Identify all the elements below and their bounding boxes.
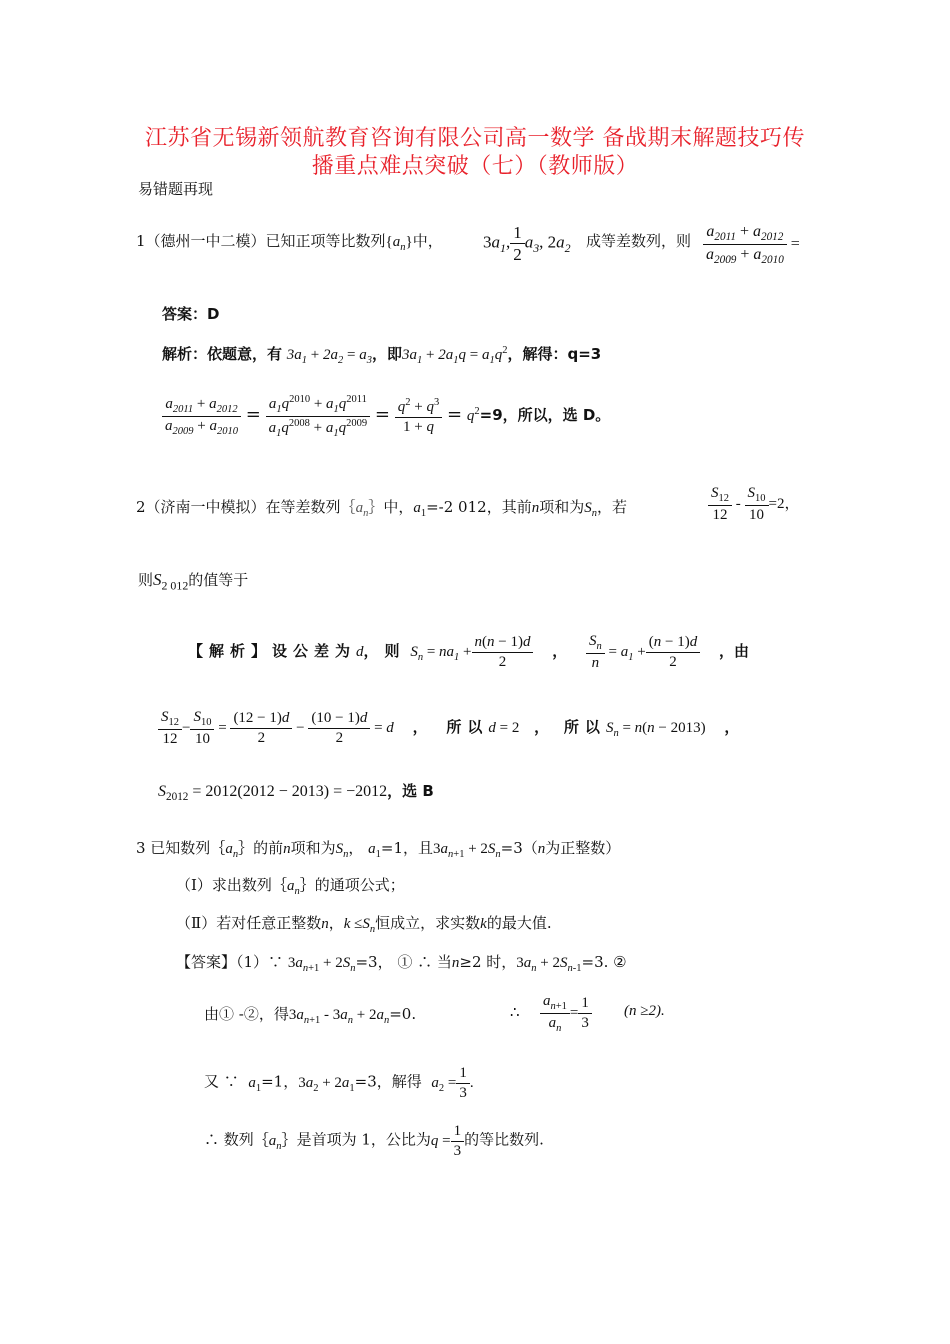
q2-final-tail: ，选 B [387,782,434,800]
q3-answer-line1: 【答案】（1）∵ $3a_{n+1} + 2S_n=3$， ① ∴ 当n≥2 时，$3a_n + 2S_{n-1}=3$. ② [176,953,627,974]
q3-part1: （Ⅰ）求出数列$\{a_n\}$的通项公式； [176,876,405,897]
q2-xianghe: 项和为 [539,498,585,516]
q3-part2-b: ， [328,914,344,932]
q2-zhong: 中， [383,498,414,516]
q2-qian: ，其前 [486,498,532,516]
q1-jiede: ，解得：q=3 [507,345,602,363]
q3-a1eq: =1，且 [380,839,434,857]
q3-zhengzhengshu: 为正整数） [545,839,621,857]
q3-part2-c: 恒成立，求实数 [375,914,481,932]
q3-part2-a: （Ⅱ）若对任意正整数 [176,914,322,932]
q3-xianghe: 项和为 [290,839,336,857]
q3-again-a: 又 ∵ [204,1072,239,1091]
q2-analysis-line2: $\frac{S_{12}}{12}$ − $\frac{S_{10}}{10}$ = $\frac{(12 - 1)d}{2}$ − $\frac{(10 - 1)d}{2}$ = d ， 所以d = 2 ， 所以$S_n = n(n - 2013)$ ， [158,708,739,749]
q3-part1-b: 的通项公式； [314,876,405,894]
q2-eq2: =2， [768,495,800,512]
q3-answer-line3: 又 ∵ $a_1=1$，$3a_2 + 2a_1=3$，解得 $a_2$ = $\frac{1}{3}$ . [204,1065,474,1101]
q1-answer: 答案：D [162,305,220,323]
q2-jiexi: 【解析】设公差为 [188,641,357,660]
q3-conclude-a: ∴ 数列 [204,1130,254,1149]
q2-comma4: ， [724,717,740,736]
q3-cond: (n ≥2). [624,1003,665,1019]
q1-zhong: 中， [412,232,443,250]
q1-ratio: $\frac{a_{2011} + a_{2012}}{a_{2009} + a_{2010}}$ = [703,222,800,267]
q1-seq: $\{a_n\}$ [385,234,413,253]
q2-ze: 则 [138,571,154,589]
q3-prefix: 3 已知数列 [136,839,211,857]
q2-ask: 则$S_{2 012}$的值等于 [138,570,249,593]
q2-ruo: ，若 [596,498,627,516]
q1-derivation: $\frac{a_{2011} + a_{2012}}{a_{2009} + a_{2010}}$ = $\frac{a_1q^{2010} + a_1q^{2011}}{a_1q^{2008} + a_1q^{2009}}$ = $\frac{q^2 + q^3}{1 + q}$ = $q^2=9$，所以，选 D。 [162,393,610,440]
q2-suoyi2: 所以 [563,717,606,736]
q3-eq3: =3（ [500,839,538,857]
q3-you-b: =0. [389,1005,417,1023]
q1-terms: $3a_1$, $\frac{1}{2}$ $a_3$, $2a_2$ [483,223,571,265]
q3-ratio: $\frac{a_{n+1}}{a_n}$ = $\frac{1}{3}$ [540,992,592,1035]
q1-statement [136,230,443,253]
q2-comma1: ， [552,641,568,660]
doc-title-line2: 播重点难点突破（七）（教师版） [311,154,639,179]
q2-analysis-line1: 【解析】设公差为d，则 $S_n = na_1$ + $\frac{n(n - 1)d}{2}$ ， $\frac{S_n}{n}$ = $a_1$ + $\frac{(n - 1)d}{2}$ ，由 [188,633,749,672]
q2-ze2: ，则 [363,641,406,660]
q3-ans-geq: ≥2 时， [459,953,517,971]
q3-qian: 的前 [253,839,284,857]
q3-conclude-b: 是首项为 1，公比为 [296,1130,431,1149]
q3-conclude-c: 的等比数列. [464,1130,544,1149]
q2-suoyi1: 所以 [446,717,489,736]
q2-comma3: ， [534,717,550,736]
q3-statement: 3 已知数列$\{a_n\}$的前n项和为$S_n$， $a_1=1$，且$3a_{n+1} + 2S_n=3(n$为正整数） [136,839,621,860]
q1-result: =9，所以，选 D。 [479,406,611,425]
q3-you-a: 由① -②，得 [204,1005,289,1023]
doc-title-line1: 江苏省无锡新领航教育咨询有限公司高一数学 备战期末解题技巧传 [145,126,805,151]
q3-answer-line2: 由① -②，得$3a_{n+1} - 3a_n + 2a_n=0$. [204,1005,417,1026]
q3-again-b: =1， [261,1072,299,1091]
q1-analysis: 解析：依题意，有 $3a_1 + 2a_2 = a_3$，即$3a_1 + 2a_1q = a_1q^2$，解得：q=3 [162,345,602,366]
q3-part2-d: 的最大值. [486,914,552,932]
q3-again-c: =3，解得 [354,1072,422,1091]
q3-ans-eq1: =3， ① ∴ 当 [355,953,452,971]
q3-answer-line4: ∴ 数列$\{a_n\}$是首项为 1，公比为q = $\frac{1}{3}$ 的等比数列. [204,1123,544,1159]
q2-zhidengyu: 的值等于 [188,571,249,589]
q1-analysis-label: 解析：依题意，有 [162,345,283,363]
q3-therefore: ∴ [510,1003,520,1021]
q1-prefix: 1（德州一中二模）已知正项等比数列 [136,232,386,250]
section-heading: 易错题再现 [138,180,214,198]
q2-you: ，由 [718,641,749,660]
q1-ji: 即 [387,345,403,363]
q1-cheng: 成等差数列，则 [586,232,692,250]
q3-ans-eq2: =3. ② [581,953,627,971]
q2-final: $S_{2012} = 2012(2012 - 2013) = -2012$，选 B [158,782,434,804]
q3-ans-label: 【答案】（1）∵ [176,953,284,971]
q2-prefix: 2（济南一中模拟）在等差数列 [136,498,341,516]
q2-comma2: ， [412,717,428,736]
q2-statement: 2（济南一中模拟）在等差数列$\{a_n\}$中，$a_1=-2$ 012，其前n项和为$S_n$，若 [136,498,627,519]
q2-a1val: =-2 012 [426,498,487,516]
q3-part1-a: （Ⅰ）求出数列 [176,876,272,894]
q2-condition: $\frac{S_{12}}{12}$ - $\frac{S_{10}}{10}$ =2， [708,484,799,525]
q3-part2: （Ⅱ）若对任意正整数n，$k \le S_n$恒成立，求实数k的最大值. [176,914,552,935]
